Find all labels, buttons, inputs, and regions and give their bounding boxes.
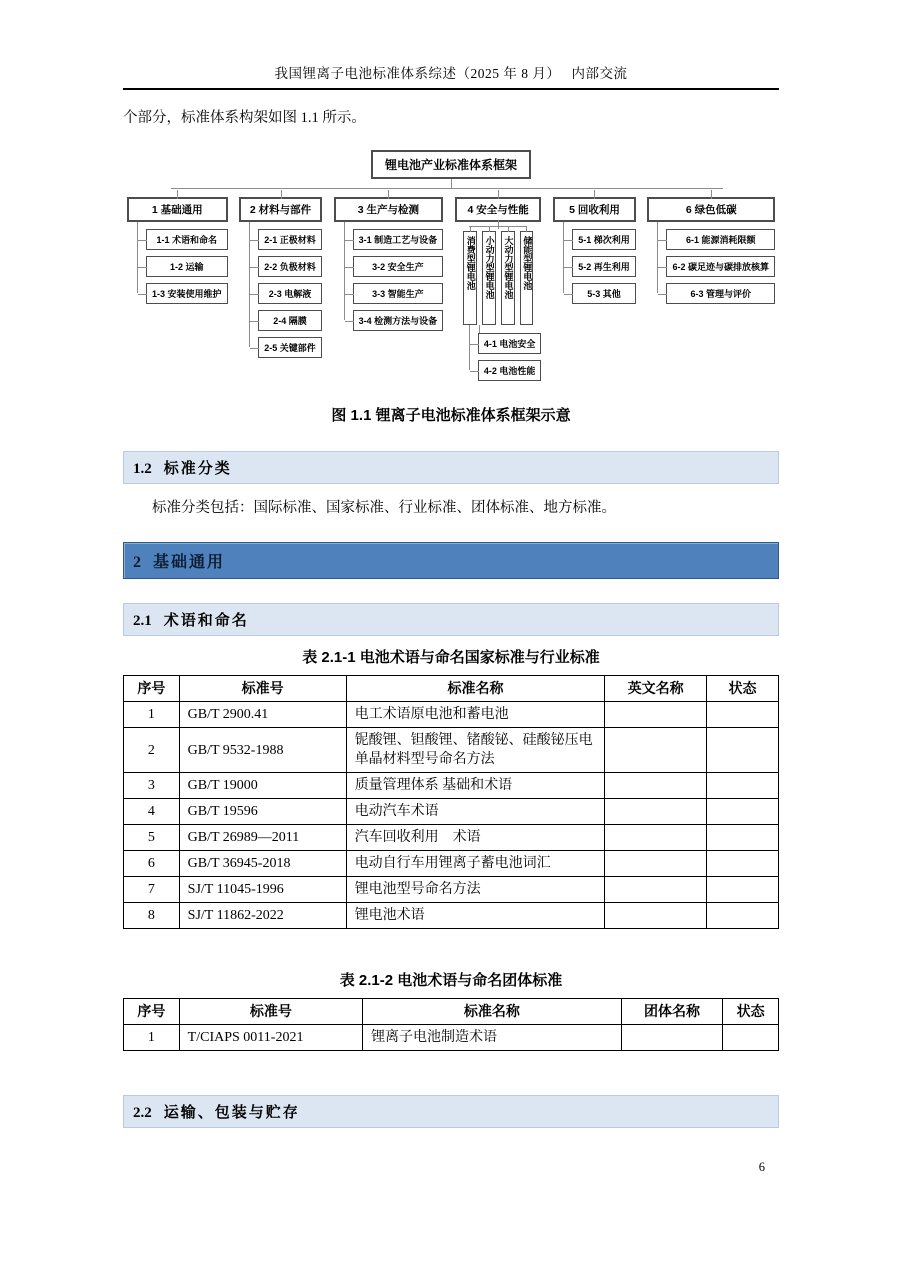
diagram-branch-box: 4 安全与性能 <box>455 197 542 222</box>
diagram-vertical-box: 大动力型锂电池 <box>501 231 515 325</box>
column-header: 团体名称 <box>621 999 723 1025</box>
table-cell <box>605 799 707 825</box>
table-cell: 锂电池术语 <box>346 903 605 929</box>
table-row <box>124 851 779 877</box>
column-header: 标准号 <box>179 999 362 1025</box>
diagram-children <box>344 229 444 331</box>
diagram-child-box: 5-1 梯次利用 <box>572 229 636 250</box>
framework-diagram <box>127 150 775 382</box>
table-cell: 电动自行车用锂离子蓄电池词汇 <box>346 851 605 877</box>
table-cell: GB/T 19000 <box>179 773 346 799</box>
diagram-child-box: 3-1 制造工艺与设备 <box>353 229 444 250</box>
section-title: 运输、包装与贮存 <box>163 1105 300 1121</box>
section-heading-2-2 <box>123 1095 779 1128</box>
diagram-branch-box: 2 材料与部件 <box>239 197 322 222</box>
diagram-child-box: 6-2 碳足迹与碳排放核算 <box>666 256 775 277</box>
section-number: 1.2 <box>133 461 152 477</box>
table-2-1-2-title: 表 2.1-2 电池术语与命名团体标准 <box>339 972 563 989</box>
diagram-root-row <box>127 150 775 179</box>
column-header: 状态 <box>723 999 779 1025</box>
diagram-child-box: 5-3 其他 <box>572 283 636 304</box>
section-1-2-body: 标准分类包括：国际标准、国家标准、行业标准、团体标准、地方标准。 <box>152 500 616 516</box>
column-header: 标准号 <box>179 676 346 702</box>
table-row <box>124 799 779 825</box>
diagram-branch-box: 1 基础通用 <box>127 197 228 222</box>
intro-paragraph: 个部分，标准体系构架如图 1.1 所示。 <box>123 110 366 126</box>
table-cell: GB/T 19596 <box>179 799 346 825</box>
table-cell: GB/T 26989—2011 <box>179 825 346 851</box>
diagram-branches-row <box>127 197 775 381</box>
section-title: 标准分类 <box>163 461 232 477</box>
section-heading-2 <box>123 542 779 579</box>
table-cell: 6 <box>124 851 180 877</box>
table-row <box>124 773 779 799</box>
diagram-child-box: 3-4 检测方法与设备 <box>353 310 444 331</box>
table-cell <box>605 877 707 903</box>
diagram-child-box: 3-3 智能生产 <box>353 283 444 304</box>
table-row <box>124 903 779 929</box>
diagram-child-box: 4-1 电池安全 <box>478 333 542 354</box>
column-header: 标准名称 <box>346 676 605 702</box>
table-header-row <box>124 999 779 1025</box>
table-cell: 质量管理体系 基础和术语 <box>346 773 605 799</box>
table-cell <box>706 851 778 877</box>
section-number: 2 <box>133 554 141 571</box>
table-cell: 2 <box>124 728 180 773</box>
diagram-children <box>249 229 322 358</box>
table-cell <box>706 903 778 929</box>
diagram-branch <box>553 197 636 304</box>
table-cell <box>605 903 707 929</box>
table-cell <box>706 728 778 773</box>
section-heading-2-1 <box>123 603 779 636</box>
diagram-branch-box: 6 绿色低碳 <box>647 197 775 222</box>
diagram-branch <box>647 197 775 304</box>
table-cell: 8 <box>124 903 180 929</box>
table-cell <box>706 702 778 728</box>
table-cell <box>605 702 707 728</box>
battery-terms-national-standards-table <box>123 675 779 929</box>
diagram-child-box: 2-2 负极材料 <box>258 256 322 277</box>
table-cell: 电动汽车术语 <box>346 799 605 825</box>
page-number: 6 <box>758 1160 765 1174</box>
diagram-child-box: 4-2 电池性能 <box>478 360 542 381</box>
table-cell: 1 <box>124 1025 180 1051</box>
section-number: 2.1 <box>133 613 152 629</box>
diagram-child-box: 2-4 隔膜 <box>258 310 322 331</box>
table-cell: 5 <box>124 825 180 851</box>
table-cell: 1 <box>124 702 180 728</box>
table-cell: 3 <box>124 773 180 799</box>
column-header: 序号 <box>124 999 180 1025</box>
battery-terms-group-standards-table <box>123 998 779 1051</box>
diagram-subchildren <box>469 333 542 381</box>
figure-caption: 图 1.1 锂离子电池标准体系框架示意 <box>331 407 571 424</box>
table-cell: 4 <box>124 799 180 825</box>
column-header: 英文名称 <box>605 676 707 702</box>
diagram-branch <box>334 197 444 331</box>
table-header-row <box>124 676 779 702</box>
table-cell: GB/T 2900.41 <box>179 702 346 728</box>
diagram-branch-box: 3 生产与检测 <box>334 197 444 222</box>
table-cell <box>706 773 778 799</box>
table-cell: GB/T 9532-1988 <box>179 728 346 773</box>
table-cell: SJ/T 11045-1996 <box>179 877 346 903</box>
table-cell <box>605 825 707 851</box>
table-cell <box>605 728 707 773</box>
diagram-root-box: 锂电池产业标准体系框架 <box>371 150 531 179</box>
table-2-1-1-title: 表 2.1-1 电池术语与命名国家标准与行业标准 <box>302 649 600 666</box>
diagram-child-box: 6-3 管理与评价 <box>666 283 775 304</box>
diagram-child-box: 1-2 运输 <box>146 256 228 277</box>
table-cell: 7 <box>124 877 180 903</box>
column-header: 标准名称 <box>363 999 622 1025</box>
diagram-children <box>137 229 228 304</box>
table-cell: 锂离子电池制造术语 <box>363 1025 622 1051</box>
diagram-branch <box>127 197 228 304</box>
column-header: 状态 <box>706 676 778 702</box>
diagram-children <box>657 229 775 304</box>
document-header-title: 我国锂离子电池标准体系综述（2025 年 8 月） 内部交流 <box>274 66 628 81</box>
diagram-child-box: 5-2 再生利用 <box>572 256 636 277</box>
table-cell: 铌酸锂、钽酸锂、锗酸铋、硅酸铋压电单晶材料型号命名方法 <box>346 728 605 773</box>
diagram-vertical-box: 储能型锂电池 <box>520 231 534 325</box>
section-number: 2.2 <box>133 1105 152 1121</box>
table-cell: T/CIAPS 0011-2021 <box>179 1025 362 1051</box>
table-cell <box>605 773 707 799</box>
table-row <box>124 702 779 728</box>
table-row <box>124 877 779 903</box>
diagram-child-box: 6-1 能源消耗限额 <box>666 229 775 250</box>
diagram-vertical-box: 消费型锂电池 <box>463 231 477 325</box>
table-cell: 电工术语原电池和蓄电池 <box>346 702 605 728</box>
column-header: 序号 <box>124 676 180 702</box>
diagram-child-box: 1-1 术语和命名 <box>146 229 228 250</box>
table-cell <box>706 877 778 903</box>
table-cell <box>621 1025 723 1051</box>
diagram-vertical-box: 小动力型锂电池 <box>482 231 496 325</box>
diagram-branch-box: 5 回收利用 <box>553 197 636 222</box>
table-cell <box>605 851 707 877</box>
diagram-branch <box>455 197 542 381</box>
diagram-child-box: 2-1 正极材料 <box>258 229 322 250</box>
diagram-branch <box>239 197 322 358</box>
diagram-connector <box>451 179 452 188</box>
table-cell: GB/T 36945-2018 <box>179 851 346 877</box>
table-cell: SJ/T 11862-2022 <box>179 903 346 929</box>
table-row <box>124 728 779 773</box>
section-heading-1-2 <box>123 451 779 484</box>
diagram-children <box>563 229 636 304</box>
table-row <box>124 825 779 851</box>
diagram-child-box: 2-3 电解液 <box>258 283 322 304</box>
table-cell <box>706 799 778 825</box>
table-cell: 汽车回收利用 术语 <box>346 825 605 851</box>
diagram-child-box: 2-5 关键部件 <box>258 337 322 358</box>
document-header <box>123 0 779 90</box>
section-title: 基础通用 <box>153 554 226 571</box>
diagram-vertical-group <box>455 231 542 325</box>
table-cell: 锂电池型号命名方法 <box>346 877 605 903</box>
diagram-child-box: 3-2 安全生产 <box>353 256 444 277</box>
table-row <box>124 1025 779 1051</box>
diagram-child-box: 1-3 安装使用维护 <box>146 283 228 304</box>
section-title: 术语和命名 <box>163 613 249 629</box>
table-cell <box>723 1025 779 1051</box>
table-cell <box>706 825 778 851</box>
